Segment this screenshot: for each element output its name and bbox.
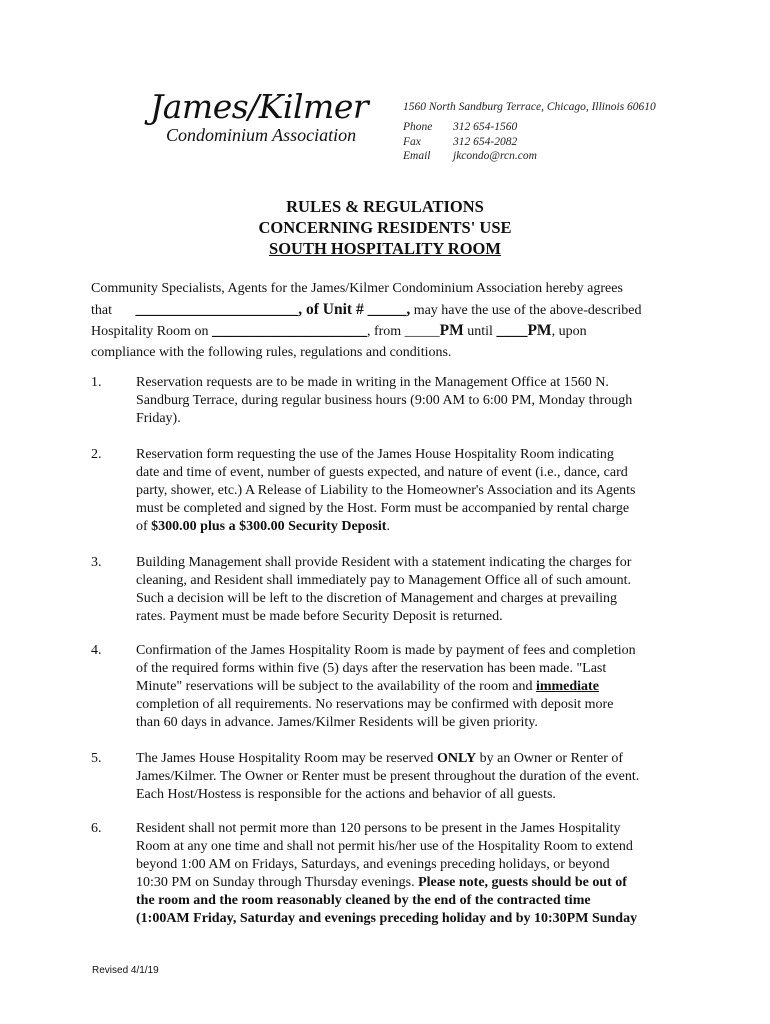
rule-line: Building Management shall provide Resident with a statement indicating the charges for bbox=[136, 555, 632, 570]
rule-number: 4. bbox=[91, 643, 102, 658]
rule-line: cleaning, and Resident shall immediately pay to Management Office all of such amount. bbox=[136, 573, 632, 588]
intro-text: , from _____ bbox=[366, 324, 440, 339]
end-time-blank: ____PM bbox=[496, 322, 552, 339]
rule-line: than 60 days in advance. James/Kilmer Residents will be given priority. bbox=[136, 715, 538, 730]
intro-text: that bbox=[91, 302, 112, 318]
rule-line: James/Kilmer. The Owner or Renter must be present throughout the duration of the event. bbox=[136, 769, 640, 784]
rule-text-part: . bbox=[386, 519, 390, 534]
fax-label: Fax bbox=[403, 135, 421, 148]
rule-number: 6. bbox=[91, 821, 102, 836]
logo-subtitle: Condominium Association bbox=[166, 125, 357, 145]
guest-notice-emphasis: the room and the room reasonably cleaned by the end of the contracted time bbox=[136, 893, 591, 908]
phone-row bbox=[403, 120, 703, 135]
deposit-amount: $300.00 plus a $300.00 Security Deposit bbox=[151, 519, 387, 534]
rule-text bbox=[136, 446, 681, 536]
rule-line: of the required forms within five (5) days after the reservation has been made. "Last bbox=[136, 661, 607, 676]
fax-row bbox=[403, 135, 703, 150]
rule-text bbox=[136, 374, 681, 428]
rule-line bbox=[136, 892, 681, 910]
address: 1560 North Sandburg Terrace, Chicago, Illinois 60610 bbox=[403, 101, 656, 113]
rule-line: rates. Payment must be made before Security Deposit is returned. bbox=[136, 609, 503, 624]
rule-line: completion of all requirements. No reservations may be confirmed with deposit more bbox=[136, 697, 614, 712]
rule-line: Friday). bbox=[136, 411, 181, 426]
fax-number: 312 654-2082 bbox=[453, 135, 518, 148]
name-unit-blank: _____________________, of Unit # _____, bbox=[135, 300, 411, 318]
rule-text-part: Minute" reservations will be subject to the availability of the room and bbox=[136, 679, 536, 694]
rule-text bbox=[136, 554, 681, 626]
rule-line: party, shower, etc.) A Release of Liability to the Homeowner's Association and its Agents bbox=[136, 483, 636, 498]
rule-line: Such a decision will be left to the discretion of Management and charges at prevailing bbox=[136, 591, 618, 606]
rule-number: 1. bbox=[91, 375, 102, 390]
rule-text bbox=[136, 642, 681, 732]
title-line-1: RULES & REGULATIONS bbox=[286, 197, 484, 216]
revision-date: Revised 4/1/19 bbox=[92, 965, 159, 976]
intro-paragraph bbox=[91, 279, 681, 363]
rule-number: 2. bbox=[91, 447, 102, 462]
rule-line: Resident shall not permit more than 120 persons to be present in the James Hospitality bbox=[136, 821, 621, 836]
email-row bbox=[403, 149, 703, 164]
rule-line bbox=[136, 518, 681, 536]
intro-text: until bbox=[467, 324, 493, 339]
only-emphasis: ONLY bbox=[436, 751, 477, 766]
email-address: jkcondo@rcn.com bbox=[453, 150, 537, 162]
date-blank: ____________________ bbox=[211, 322, 367, 339]
rule-line: Each Host/Hostess is responsible for the actions and behavior of all guests. bbox=[136, 787, 556, 802]
logo-script-text: James/Kilmer bbox=[150, 87, 369, 126]
rule-line: Confirmation of the James Hospitality Room is made by payment of fees and completion bbox=[136, 643, 636, 658]
rule-line: Room at any one time and shall not permit his/her use of the Hospitality Room to extend bbox=[136, 839, 633, 854]
phone-label: Phone bbox=[403, 121, 433, 133]
title-line-3: SOUTH HOSPITALITY ROOM bbox=[269, 239, 501, 258]
rule-line: Reservation form requesting the use of the James House Hospitality Room indicating bbox=[136, 447, 614, 462]
association-logo bbox=[150, 88, 390, 148]
phone-number: 312 654-1560 bbox=[453, 121, 518, 133]
title-line-2: CONCERNING RESIDENTS' USE bbox=[258, 218, 512, 237]
document-title bbox=[0, 196, 770, 259]
rule-line bbox=[136, 678, 681, 696]
rule-text bbox=[136, 750, 681, 804]
intro-line: compliance with the following rules, regulations and conditions. bbox=[91, 344, 452, 360]
rule-line: date and time of event, number of guests expected, and nature of event (i.e., dance, card bbox=[136, 465, 628, 480]
rule-text-part: of bbox=[136, 519, 152, 534]
rule-line: Reservation requests are to be made in writing in the Management Office at 1560 N. bbox=[136, 375, 609, 390]
rule-line bbox=[136, 910, 681, 928]
rule-text-part: by an Owner or Renter of bbox=[476, 751, 624, 766]
rule-line: Sandburg Terrace, during regular business hours (9:00 AM to 6:00 PM, Monday through bbox=[136, 393, 633, 408]
intro-text: Hospitality Room on bbox=[91, 324, 209, 339]
rule-line bbox=[136, 874, 681, 892]
rule-number: 5. bbox=[91, 751, 102, 766]
immediate-emphasis: immediate bbox=[535, 679, 599, 694]
rule-text-part: The James House Hospitality Room may be reserved bbox=[136, 751, 437, 766]
rule-line: must be completed and signed by the Host. Form must be accompanied by rental charge bbox=[136, 501, 630, 516]
pm-label: PM bbox=[439, 322, 464, 339]
rule-text bbox=[136, 820, 681, 928]
intro-text: may have the use of the above-described bbox=[413, 302, 642, 318]
rule-number: 3. bbox=[91, 555, 102, 570]
rule-line bbox=[136, 750, 681, 768]
intro-text: , upon bbox=[551, 324, 587, 339]
intro-line bbox=[91, 321, 681, 343]
guest-notice-emphasis: Please note, guests should be out of bbox=[418, 875, 627, 890]
intro-line bbox=[91, 300, 681, 322]
rule-line: beyond 1:00 AM on Fridays, Saturdays, and evenings preceding holidays, or beyond bbox=[136, 857, 610, 872]
intro-line: Community Specialists, Agents for the James/Kilmer Condominium Association hereby agrees bbox=[91, 281, 623, 296]
email-label: Email bbox=[403, 150, 431, 162]
contact-block bbox=[403, 100, 703, 164]
rule-text-part: 10:30 PM on Sunday through Thursday evenings. bbox=[136, 875, 419, 890]
guest-notice-emphasis: (1:00AM Friday, Saturday and evenings preceding holiday and by 10:30PM Sunday bbox=[136, 911, 638, 926]
